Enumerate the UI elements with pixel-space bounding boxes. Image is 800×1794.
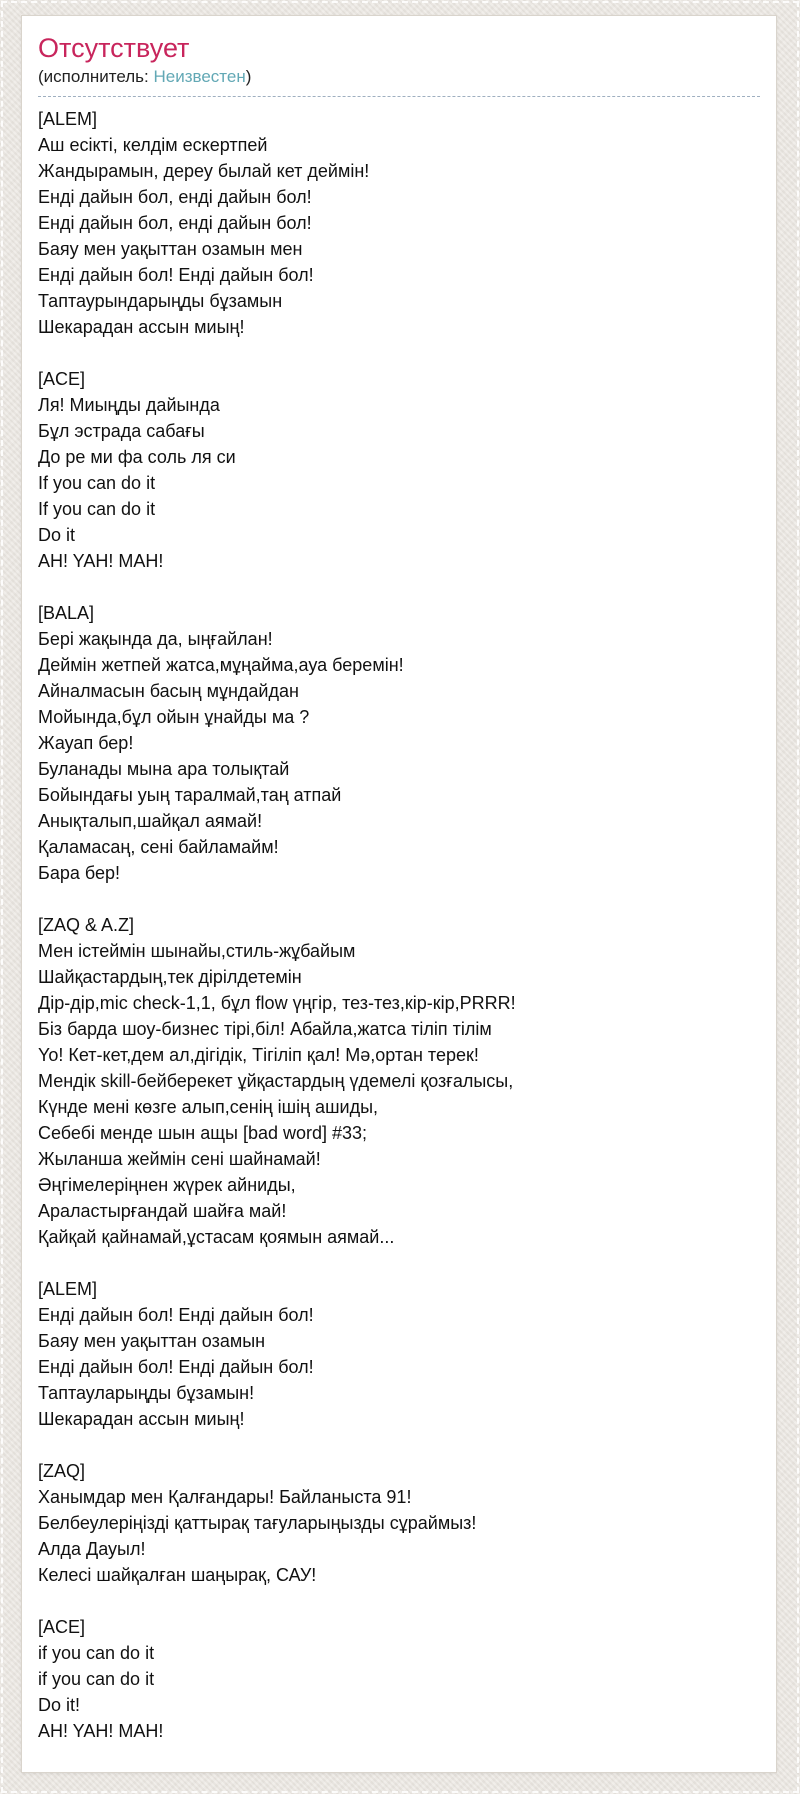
- lyrics-line: AH! YAH! MAH!: [38, 1721, 164, 1741]
- lyrics-line: Баяу мен уақыттан озамын: [38, 1331, 266, 1351]
- stanza-label: [ACE]: [38, 1617, 86, 1637]
- lyrics-line: Бұл эстрада сабағы: [38, 421, 205, 441]
- lyrics-line: Енді дайын бол! Енді дайын бол!: [38, 1357, 314, 1377]
- lyrics-card: [21, 15, 777, 1773]
- lyrics-line: Енді дайын бол, енді дайын бол!: [38, 213, 312, 233]
- lyrics-stanza: [38, 912, 760, 1250]
- lyrics-line: Енді дайын бол, енді дайын бол!: [38, 187, 312, 207]
- lyrics-stanza: [38, 366, 760, 574]
- lyrics-line: if you can do it: [38, 1669, 155, 1689]
- stanza-label: [ALEM]: [38, 1279, 98, 1299]
- lyrics-line: Келесі шайқалған шаңырақ, САУ!: [38, 1565, 317, 1585]
- lyrics-line: Деймін жетпей жатса,мұңайма,ауа беремін!: [38, 655, 404, 675]
- lyrics-line: Шекарадан ассын миың!: [38, 317, 245, 337]
- lyrics-stanza: [38, 600, 760, 886]
- lyrics-line: Жыланша жеймін сені шайнамай!: [38, 1149, 321, 1169]
- lyrics-stanza: [38, 1276, 760, 1432]
- lyrics-line: Шайқастардың,тек дірілдетемін: [38, 967, 302, 987]
- lyrics-line: Белбеулеріңізді қаттырақ тағуларыңызды сұраймыз!: [38, 1513, 477, 1533]
- lyrics-line: Yo! Кет-кет,дем ал,дігідік, Тігіліп қал! Мә,ортан терек!: [38, 1045, 479, 1065]
- lyrics-line: Айналмасын басың мұндайдан: [38, 681, 299, 701]
- lyrics-line: Мендік skill-бейберекет ұйқастардың үдемелі қозғалысы,: [38, 1071, 514, 1091]
- lyrics-line: if you can do it: [38, 1643, 155, 1663]
- lyrics-line: Дір-дір,mic check-1,1, бұл flow үңгір, тез-тез,кір-кір,PRRR!: [38, 993, 516, 1013]
- stanza-label: [ZAQ]: [38, 1461, 86, 1481]
- stanza-label: [ZAQ & A.Z]: [38, 915, 135, 935]
- lyrics-line: Бойындағы уың таралмай,таң атпай: [38, 785, 342, 805]
- lyrics-line: Таптаурындарыңды бұзамын: [38, 291, 283, 311]
- stanza-label: [BALA]: [38, 603, 95, 623]
- lyrics-line: Мойында,бұл ойын ұнайды ма ?: [38, 707, 310, 727]
- artist-label-prefix: (исполнитель:: [38, 67, 154, 86]
- lyrics-line: Аш есікті, келдім ескертпей: [38, 135, 268, 155]
- lyrics-line: Жауап бер!: [38, 733, 134, 753]
- lyrics-stanza: [38, 1614, 760, 1744]
- lyrics-line: Енді дайын бол! Енді дайын бол!: [38, 1305, 314, 1325]
- lyrics-line: Баяу мен уақыттан озамын мен: [38, 239, 303, 259]
- artist-link[interactable]: Неизвестен: [153, 67, 246, 86]
- lyrics-line: Әңгімелеріңнен жүрек айниды,: [38, 1175, 296, 1195]
- lyrics-line: Do it: [38, 525, 76, 545]
- stanza-label: [ACE]: [38, 369, 86, 389]
- lyrics-line: Күнде мені көзге алып,сенің ішің ашиды,: [38, 1097, 379, 1117]
- lyrics-line: Шекарадан ассын миың!: [38, 1409, 245, 1429]
- lyrics-stanza: [38, 106, 760, 340]
- lyrics-line: Себебі менде шын ащы [bad word] #33;: [38, 1123, 368, 1143]
- lyrics: [38, 106, 760, 1744]
- lyrics-line: Жандырамын, дереу былай кет деймін!: [38, 161, 370, 181]
- song-title: Отсутствует: [38, 33, 190, 63]
- lyrics-line: Бері жақында да, ыңғайлан!: [38, 629, 273, 649]
- lyrics-line: Енді дайын бол! Енді дайын бол!: [38, 265, 314, 285]
- lyrics-line: Біз барда шоу-бизнес тірі,біл! Абайла,жатса тіліп тілім: [38, 1019, 492, 1039]
- lyrics-line: Бара бер!: [38, 863, 120, 883]
- lyrics-line: If you can do it: [38, 499, 156, 519]
- lyrics-line: Таптауларыңды бұзамын!: [38, 1383, 255, 1403]
- artist-label-suffix: ): [245, 67, 252, 86]
- lyrics-stanza: [38, 1458, 760, 1588]
- lyrics-line: Ля! Миыңды дайында: [38, 395, 220, 415]
- lyrics-line: Мен істеймін шынайы,стиль-жұбайым: [38, 941, 356, 961]
- lyrics-line: If you can do it: [38, 473, 156, 493]
- lyrics-line: Ханымдар мен Қалғандары! Байланыста 91!: [38, 1487, 412, 1507]
- lyrics-line: Араластырғандай шайға май!: [38, 1201, 287, 1221]
- lyrics-line: Анықталып,шайқал аямай!: [38, 811, 263, 831]
- lyrics-line: До ре ми фа соль ля си: [38, 447, 236, 467]
- lyrics-line: Do it!: [38, 1695, 81, 1715]
- lyrics-line: AH! YAH! MAH!: [38, 551, 164, 571]
- lyrics-line: Буланады мына ара толықтай: [38, 759, 290, 779]
- lyrics-line: Қаламасаң, сені байламайм!: [38, 837, 279, 857]
- artist-line: [38, 67, 760, 97]
- lyrics-line: Алда Дауыл!: [38, 1539, 146, 1559]
- lyrics-line: Қайқай қайнамай,ұстасам қоямын аямай...: [38, 1227, 395, 1247]
- stanza-label: [ALEM]: [38, 109, 98, 129]
